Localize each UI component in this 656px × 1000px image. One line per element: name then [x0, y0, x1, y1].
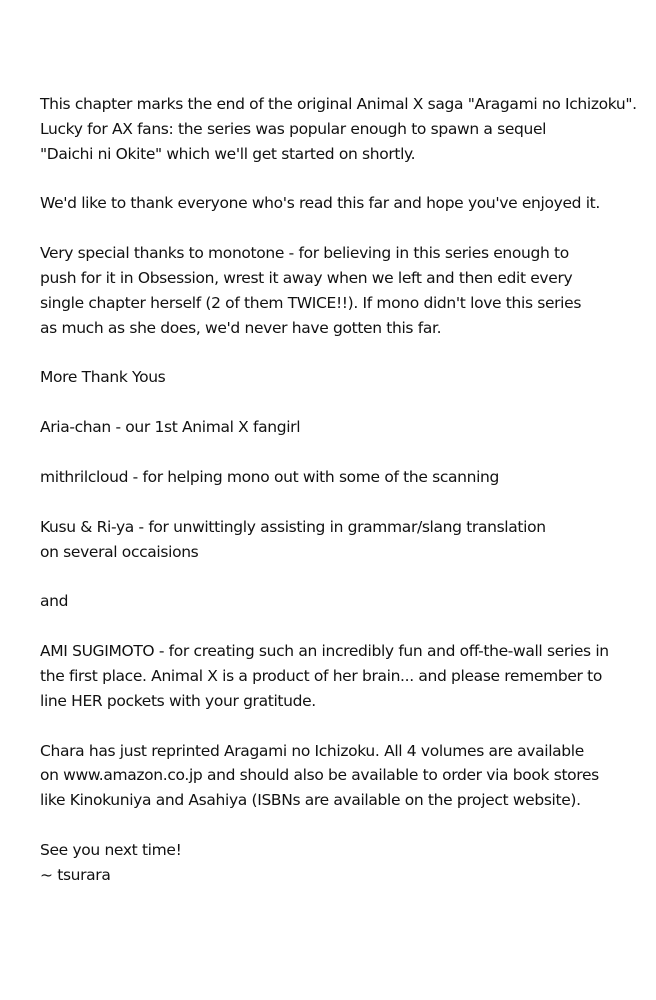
text-line: See you next time! — [40, 840, 182, 859]
paragraph-sign-off — [40, 838, 640, 888]
paragraph-and — [40, 589, 640, 614]
paragraph-thanks-ami-sugimoto — [40, 639, 640, 713]
text-line: push for it in Obsession, wrest it away when we left and then edit every — [40, 268, 573, 287]
text-line: AMI SUGIMOTO - for creating such an incredibly fun and off-the-wall series in — [40, 642, 609, 661]
paragraph-thanks-monotone — [40, 241, 640, 340]
notes-page — [40, 92, 640, 888]
paragraph-saga-end — [40, 92, 640, 166]
text-line: Chara has just reprinted Aragami no Ichizoku. All 4 volumes are available — [40, 741, 584, 760]
text-line: the first place. Animal X is a product of her brain... and please remember to — [40, 666, 602, 685]
text-line: on several occaisions — [40, 542, 199, 561]
text-line: Kusu & Ri-ya - for unwittingly assisting in grammar/slang translation — [40, 517, 546, 536]
paragraph-thanks-readers — [40, 191, 640, 216]
text-line: and — [40, 592, 69, 611]
text-line: like Kinokuniya and Asahiya (ISBNs are available on the project website). — [40, 791, 581, 810]
text-line: line HER pockets with your gratitude. — [40, 691, 316, 710]
text-line: This chapter marks the end of the original Animal X saga "Aragami no Ichizoku". — [40, 95, 637, 113]
text-line: mithrilcloud - for helping mono out with some of the scanning — [40, 467, 500, 486]
text-line: as much as she does, we'd never have gotten this far. — [40, 318, 442, 337]
text-line: Lucky for AX fans: the series was popular enough to spawn a sequel — [40, 119, 547, 138]
paragraph-reprint-info — [40, 739, 640, 813]
heading-more-thank-yous — [40, 365, 640, 390]
text-line: We'd like to thank everyone who's read this far and hope you've enjoyed it. — [40, 194, 600, 213]
text-line: single chapter herself (2 of them TWICE!!). If mono didn't love this series — [40, 293, 582, 312]
text-line: on www.amazon.co.jp and should also be available to order via book stores — [40, 766, 599, 785]
text-line: More Thank Yous — [40, 368, 166, 387]
text-line: Aria-chan - our 1st Animal X fangirl — [40, 418, 301, 437]
paragraph-thanks-mithrilcloud — [40, 465, 640, 490]
paragraph-thanks-aria — [40, 415, 640, 440]
paragraph-thanks-kusu-riya — [40, 515, 640, 565]
text-line: "Daichi ni Okite" which we'll get started on shortly. — [40, 144, 416, 163]
text-line: Very special thanks to monotone - for believing in this series enough to — [40, 244, 569, 263]
signature-line: ~ tsurara — [40, 865, 111, 884]
